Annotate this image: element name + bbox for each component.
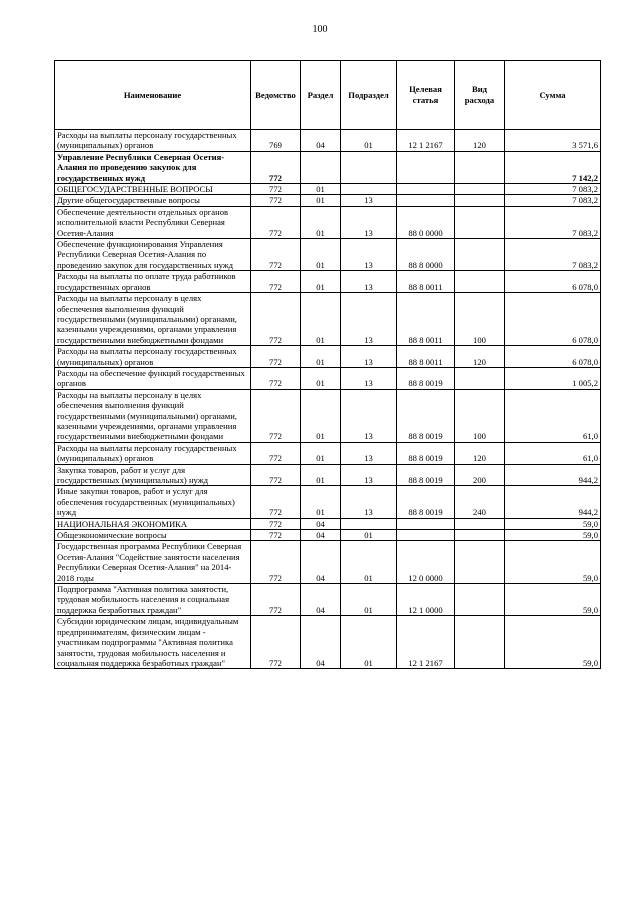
table-row [55, 130, 601, 152]
cell-section: 01 [301, 367, 341, 389]
cell-subsection [341, 518, 397, 529]
cell-dept: 772 [251, 541, 301, 584]
cell-section: 01 [301, 271, 341, 293]
cell-dept: 772 [251, 518, 301, 529]
cell-expense-type [455, 616, 505, 669]
cell-expense-type [455, 271, 505, 293]
cell-subsection: 13 [341, 293, 397, 346]
cell-subsection: 01 [341, 616, 397, 669]
cell-target: 88 8 0011 [397, 271, 455, 293]
cell-section: 01 [301, 293, 341, 346]
cell-section: 01 [301, 464, 341, 486]
cell-dept: 772 [251, 584, 301, 616]
cell-dept: 772 [251, 206, 301, 238]
table-body [55, 130, 601, 669]
cell-expense-type [455, 541, 505, 584]
header-subsection: Подраздел [341, 61, 397, 130]
table-row [55, 518, 601, 529]
cell-name: Закупка товаров, работ и услуг для государственных (муниципальных) нужд [55, 464, 251, 486]
cell-subsection: 13 [341, 464, 397, 486]
header-sum: Сумма [505, 61, 601, 130]
header-target: Целевая статья [397, 61, 455, 130]
cell-name: ОБЩЕГОСУДАРСТВЕННЫЕ ВОПРОСЫ [55, 184, 251, 195]
cell-target: 88 8 0019 [397, 442, 455, 464]
header-expense-type: Вид расхода [455, 61, 505, 130]
header-dept: Ведомство [251, 61, 301, 130]
cell-subsection: 13 [341, 346, 397, 368]
cell-name: Расходы на выплаты персоналу в целях обеспечения выполнения функций государственными (муниципальными) органами, казенными учреждениями, органами управления государственными внебюджетными фондами [55, 389, 251, 442]
cell-sum: 7 083,2 [505, 239, 601, 271]
cell-name: Государственная программа Республики Северная Осетия-Алания "Содействие занятости населения Республики Северная Осетия-Алания" на 2014-2018 годы [55, 541, 251, 584]
cell-target: 88 8 0000 [397, 239, 455, 271]
cell-name: Расходы на выплаты персоналу в целях обеспечения выполнения функций государственными (муниципальными) органами, казенными учреждениями, органами управления государственными внебюджетными фондами [55, 293, 251, 346]
cell-expense-type: 120 [455, 346, 505, 368]
cell-section: 01 [301, 486, 341, 518]
cell-name: Расходы на выплаты персоналу государственных (муниципальных) органов [55, 442, 251, 464]
cell-sum: 944,2 [505, 486, 601, 518]
cell-expense-type [455, 367, 505, 389]
cell-sum: 59,0 [505, 518, 601, 529]
cell-target: 88 0 0000 [397, 206, 455, 238]
header-name: Наименование [55, 61, 251, 130]
cell-subsection: 13 [341, 195, 397, 206]
cell-expense-type: 100 [455, 389, 505, 442]
table-row [55, 486, 601, 518]
cell-section: 01 [301, 184, 341, 195]
table-row [55, 464, 601, 486]
cell-sum: 61,0 [505, 442, 601, 464]
cell-subsection: 01 [341, 584, 397, 616]
cell-sum: 6 078,0 [505, 346, 601, 368]
cell-target [397, 530, 455, 541]
cell-name: Общеэкономические вопросы [55, 530, 251, 541]
cell-expense-type [455, 584, 505, 616]
cell-name: Расходы на обеспечение функций государственных органов [55, 367, 251, 389]
table-row [55, 293, 601, 346]
cell-section [301, 151, 341, 183]
table-row [55, 151, 601, 183]
cell-dept: 772 [251, 293, 301, 346]
cell-target [397, 195, 455, 206]
cell-section: 01 [301, 442, 341, 464]
cell-dept: 772 [251, 239, 301, 271]
cell-expense-type: 240 [455, 486, 505, 518]
cell-target: 88 8 0019 [397, 464, 455, 486]
cell-dept: 772 [251, 195, 301, 206]
cell-name: Иные закупки товаров, работ и услуг для обеспечения государственных (муниципальных) нужд [55, 486, 251, 518]
cell-name: Расходы на выплаты персоналу государственных (муниципальных) органов [55, 130, 251, 152]
cell-name: Другие общегосударственные вопросы [55, 195, 251, 206]
cell-name: Субсидии юридическим лицам, индивидуальным предпринимателям, физическим лицам - участникам подпрограммы "Активная политика занятости, трудовая мобильность населения и социальная поддержка безработных граждан" [55, 616, 251, 669]
cell-target: 88 8 0019 [397, 486, 455, 518]
header-section: Раздел [301, 61, 341, 130]
cell-subsection: 13 [341, 206, 397, 238]
cell-target: 12 1 0000 [397, 584, 455, 616]
cell-expense-type [455, 195, 505, 206]
cell-section: 01 [301, 389, 341, 442]
cell-target: 12 0 0000 [397, 541, 455, 584]
cell-expense-type [455, 239, 505, 271]
cell-dept: 772 [251, 442, 301, 464]
cell-subsection [341, 184, 397, 195]
cell-section: 01 [301, 206, 341, 238]
cell-section: 04 [301, 518, 341, 529]
cell-expense-type: 200 [455, 464, 505, 486]
cell-dept: 772 [251, 151, 301, 183]
cell-section: 04 [301, 530, 341, 541]
table-row [55, 530, 601, 541]
cell-dept: 772 [251, 389, 301, 442]
cell-expense-type: 100 [455, 293, 505, 346]
cell-sum: 6 078,0 [505, 293, 601, 346]
cell-section: 04 [301, 130, 341, 152]
cell-section: 04 [301, 584, 341, 616]
table-row [55, 584, 601, 616]
cell-expense-type [455, 206, 505, 238]
cell-sum: 59,0 [505, 530, 601, 541]
cell-subsection: 13 [341, 239, 397, 271]
cell-sum: 6 078,0 [505, 271, 601, 293]
cell-expense-type [455, 151, 505, 183]
cell-sum: 944,2 [505, 464, 601, 486]
cell-section: 01 [301, 239, 341, 271]
table-row [55, 389, 601, 442]
cell-target: 88 8 0019 [397, 389, 455, 442]
cell-sum: 7 083,2 [505, 206, 601, 238]
table-row [55, 346, 601, 368]
cell-subsection: 01 [341, 541, 397, 584]
cell-name: НАЦИОНАЛЬНАЯ ЭКОНОМИКА [55, 518, 251, 529]
table-header-row [55, 61, 601, 130]
cell-dept: 772 [251, 616, 301, 669]
table-row [55, 367, 601, 389]
cell-section: 01 [301, 346, 341, 368]
cell-subsection: 01 [341, 130, 397, 152]
cell-sum: 59,0 [505, 616, 601, 669]
cell-subsection: 13 [341, 486, 397, 518]
cell-sum: 7 142,2 [505, 151, 601, 183]
cell-section: 04 [301, 541, 341, 584]
cell-subsection: 13 [341, 271, 397, 293]
cell-target [397, 184, 455, 195]
cell-sum: 59,0 [505, 541, 601, 584]
cell-target: 12 1 2167 [397, 616, 455, 669]
cell-target: 88 8 0011 [397, 293, 455, 346]
cell-expense-type [455, 518, 505, 529]
cell-dept: 772 [251, 346, 301, 368]
cell-sum: 1 005,2 [505, 367, 601, 389]
table-row [55, 271, 601, 293]
cell-subsection: 13 [341, 367, 397, 389]
cell-subsection: 01 [341, 530, 397, 541]
cell-expense-type [455, 184, 505, 195]
cell-subsection: 13 [341, 389, 397, 442]
table-row [55, 239, 601, 271]
cell-target [397, 518, 455, 529]
cell-name: Подпрограмма "Активная политика занятости, трудовая мобильность населения и социальная поддержка безработных граждан" [55, 584, 251, 616]
cell-name: Расходы на выплаты по оплате труда работников государственных органов [55, 271, 251, 293]
cell-target: 88 8 0019 [397, 367, 455, 389]
cell-sum: 7 083,2 [505, 184, 601, 195]
cell-section: 04 [301, 616, 341, 669]
cell-name: Управление Республики Северная Осетия-Алания по проведению закупок для государственных нужд [55, 151, 251, 183]
cell-name: Расходы на выплаты персоналу государственных (муниципальных) органов [55, 346, 251, 368]
cell-dept: 772 [251, 271, 301, 293]
table-row [55, 442, 601, 464]
cell-dept: 772 [251, 184, 301, 195]
cell-subsection: 13 [341, 442, 397, 464]
table-row [55, 184, 601, 195]
table-row [55, 206, 601, 238]
page-number: 100 [312, 24, 328, 35]
cell-sum: 61,0 [505, 389, 601, 442]
table-row [55, 541, 601, 584]
cell-target [397, 151, 455, 183]
cell-target: 88 8 0011 [397, 346, 455, 368]
cell-dept: 769 [251, 130, 301, 152]
cell-sum: 7 083,2 [505, 195, 601, 206]
table-row [55, 616, 601, 669]
cell-subsection [341, 151, 397, 183]
cell-target: 12 1 2167 [397, 130, 455, 152]
cell-expense-type [455, 530, 505, 541]
cell-expense-type: 120 [455, 130, 505, 152]
cell-name: Обеспечение деятельности отдельных органов исполнительной власти Республики Северная Осетия-Алания [55, 206, 251, 238]
cell-dept: 772 [251, 367, 301, 389]
budget-table [54, 60, 601, 669]
cell-expense-type: 120 [455, 442, 505, 464]
cell-dept: 772 [251, 486, 301, 518]
cell-sum: 59,0 [505, 584, 601, 616]
cell-dept: 772 [251, 464, 301, 486]
table-row [55, 195, 601, 206]
cell-section: 01 [301, 195, 341, 206]
cell-name: Обеспечение функционирования Управления Республики Северная Осетия-Алания по проведению закупок для государственных нужд [55, 239, 251, 271]
cell-sum: 3 571,6 [505, 130, 601, 152]
cell-dept: 772 [251, 530, 301, 541]
